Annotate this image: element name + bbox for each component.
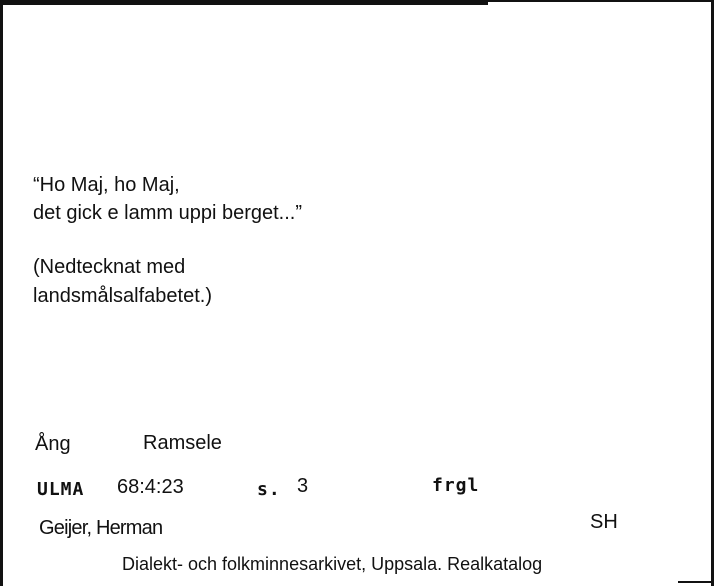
verse-line-2: det gick e lamm uppi berget...”	[33, 202, 303, 224]
note-line-2: landsmålsalfabetet.)	[33, 285, 212, 307]
place-prefix: Ång	[35, 433, 71, 455]
collector-name: Geijer, Herman	[39, 517, 163, 539]
verse-line-1: “Ho Maj, ho Maj,	[33, 174, 180, 196]
initials: SH	[590, 511, 618, 533]
card-border-top	[0, 0, 488, 5]
archive-number: 68:4:23	[117, 476, 184, 498]
card-border-left	[0, 0, 3, 586]
card-border-top-thin	[488, 0, 714, 2]
archive-footer: Dialekt- och folkminnesarkivet, Uppsala. Realkatalog	[122, 554, 543, 574]
archive-code: ULMA	[37, 479, 85, 500]
page-label: s.	[257, 479, 281, 500]
page-number: 3	[297, 475, 309, 497]
place-name: Ramsele	[143, 432, 222, 454]
note-line-1: (Nedtecknat med	[33, 256, 186, 278]
category-code: frgl	[432, 475, 480, 496]
card-border-bottom-right	[678, 581, 714, 583]
